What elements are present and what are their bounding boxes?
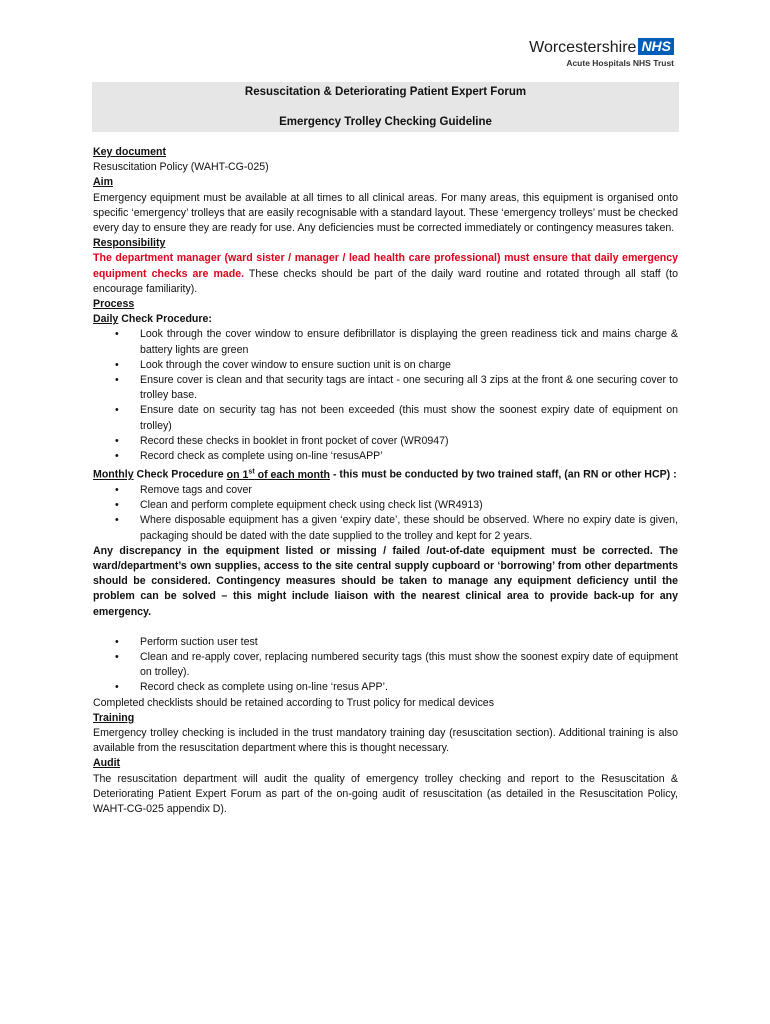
key-document-text: Resuscitation Policy (WAHT-CG-025): [93, 161, 269, 174]
nhs-logo-icon: NHS: [638, 38, 674, 55]
responsibility-text: [93, 251, 678, 297]
process-heading: Process: [93, 298, 135, 311]
list-item: • Look through the cover window to ensure defibrillator is displaying the green readiness tick and mains charge & battery lights are green: [93, 327, 678, 357]
list-item: • Record these checks in booklet in front pocket of cover (WR0947): [93, 434, 678, 449]
logo-name: Worcestershire: [529, 39, 637, 56]
list-item: • Look through the cover window to ensure suction unit is on charge: [93, 358, 678, 373]
document-title: Emergency Trolley Checking Guideline: [279, 116, 492, 128]
list-item: • Ensure date on security tag has not been exceeded (this must show the soonest expiry date of equipment on trolley): [93, 403, 678, 433]
logo-trust-name: Acute Hospitals NHS Trust: [566, 58, 674, 68]
list-item: • Remove tags and cover: [93, 483, 678, 498]
monthly-heading: Monthly Check Procedure on 1st of each month - this must be conducted by two trained staff, (an RN or other HCP) :: [93, 468, 677, 481]
daily-heading: Daily Check Procedure:: [93, 313, 212, 326]
list-item: • Clean and re-apply cover, replacing numbered security tags (this must show the soonest expiry date of equipment on trolley).: [93, 650, 678, 680]
aim-heading: Aim: [93, 176, 114, 189]
list-item: • Perform suction user test: [93, 635, 678, 650]
daily-checklist: [93, 327, 678, 464]
key-document-heading: Key document: [93, 146, 166, 158]
document-body: [93, 145, 678, 817]
discrepancy-text: Any discrepancy in the equipment listed or missing / failed /out-of-date equipment must be corrected. The ward/department’s own supplies, access to the site central supply cupboard or ‘borrowing’ from other departments should be considered. Contingency measures should be taken to manage any equipment deficiency until the problem can be solved – this might include liaison with the nearest clinical area to provide back-up for any emergency.: [93, 544, 678, 618]
aim-text: Emergency equipment must be available at all times to all clinical areas. For many areas, this equipment is organised onto specific ‘emergency’ trolleys that are easily recognisable with a standard layout. These ‘emergency trolleys’ must be checked every day to ensure they are ready for use. Any deficiencies must be corrected immediately or contingency measures taken.: [93, 191, 678, 235]
responsibility-heading: Responsibility: [93, 237, 166, 250]
list-item: • Ensure cover is clean and that security tags are intact - one securing all 3 zips at the front & one securing cover to trolley base.: [93, 373, 678, 403]
retention-text: Completed checklists should be retained according to Trust policy for medical devices: [93, 696, 494, 709]
after-check-list: [93, 635, 678, 696]
list-item: • Record check as complete using on-line ‘resusAPP’: [93, 449, 678, 464]
training-heading: Training: [93, 711, 135, 724]
responsibility-rest: These checks should be part of the daily ward routine and rotated through all staff (to encourage familiarity).: [93, 267, 679, 295]
training-text: Emergency trolley checking is included in the trust mandatory training day (resuscitation section). Additional training is also available from the resuscitation department where this is thought necessary.: [93, 727, 678, 755]
forum-name: Resuscitation & Deteriorating Patient Expert Forum: [244, 86, 527, 98]
audit-heading: Audit: [93, 757, 121, 770]
responsibility-highlight: The department manager (ward sister / manager / lead health care professional) must ensure that daily emergency equipment checks are made.: [93, 252, 678, 280]
monthly-checklist: [93, 483, 678, 544]
list-item: • Clean and perform complete equipment check using check list (WR4913): [93, 498, 678, 513]
list-item: • Where disposable equipment has a given ‘expiry date’, these should be observed. Where no expiry date is given, packaging should be dated with the date supplied to the trolley and kept for 2 years.: [93, 513, 678, 543]
document-header: [92, 82, 679, 132]
audit-text: The resuscitation department will audit the quality of emergency trolley checking and report to the Resuscitation & Deteriorating Patient Expert Forum as part of the on-going audit of resuscitation (as detailed in the Resuscitation Policy, WAHT-CG-025 appendix D).: [93, 772, 678, 816]
nhs-trust-logo: [529, 38, 674, 68]
list-item: • Record check as complete using on-line ‘resus APP’.: [93, 680, 678, 695]
